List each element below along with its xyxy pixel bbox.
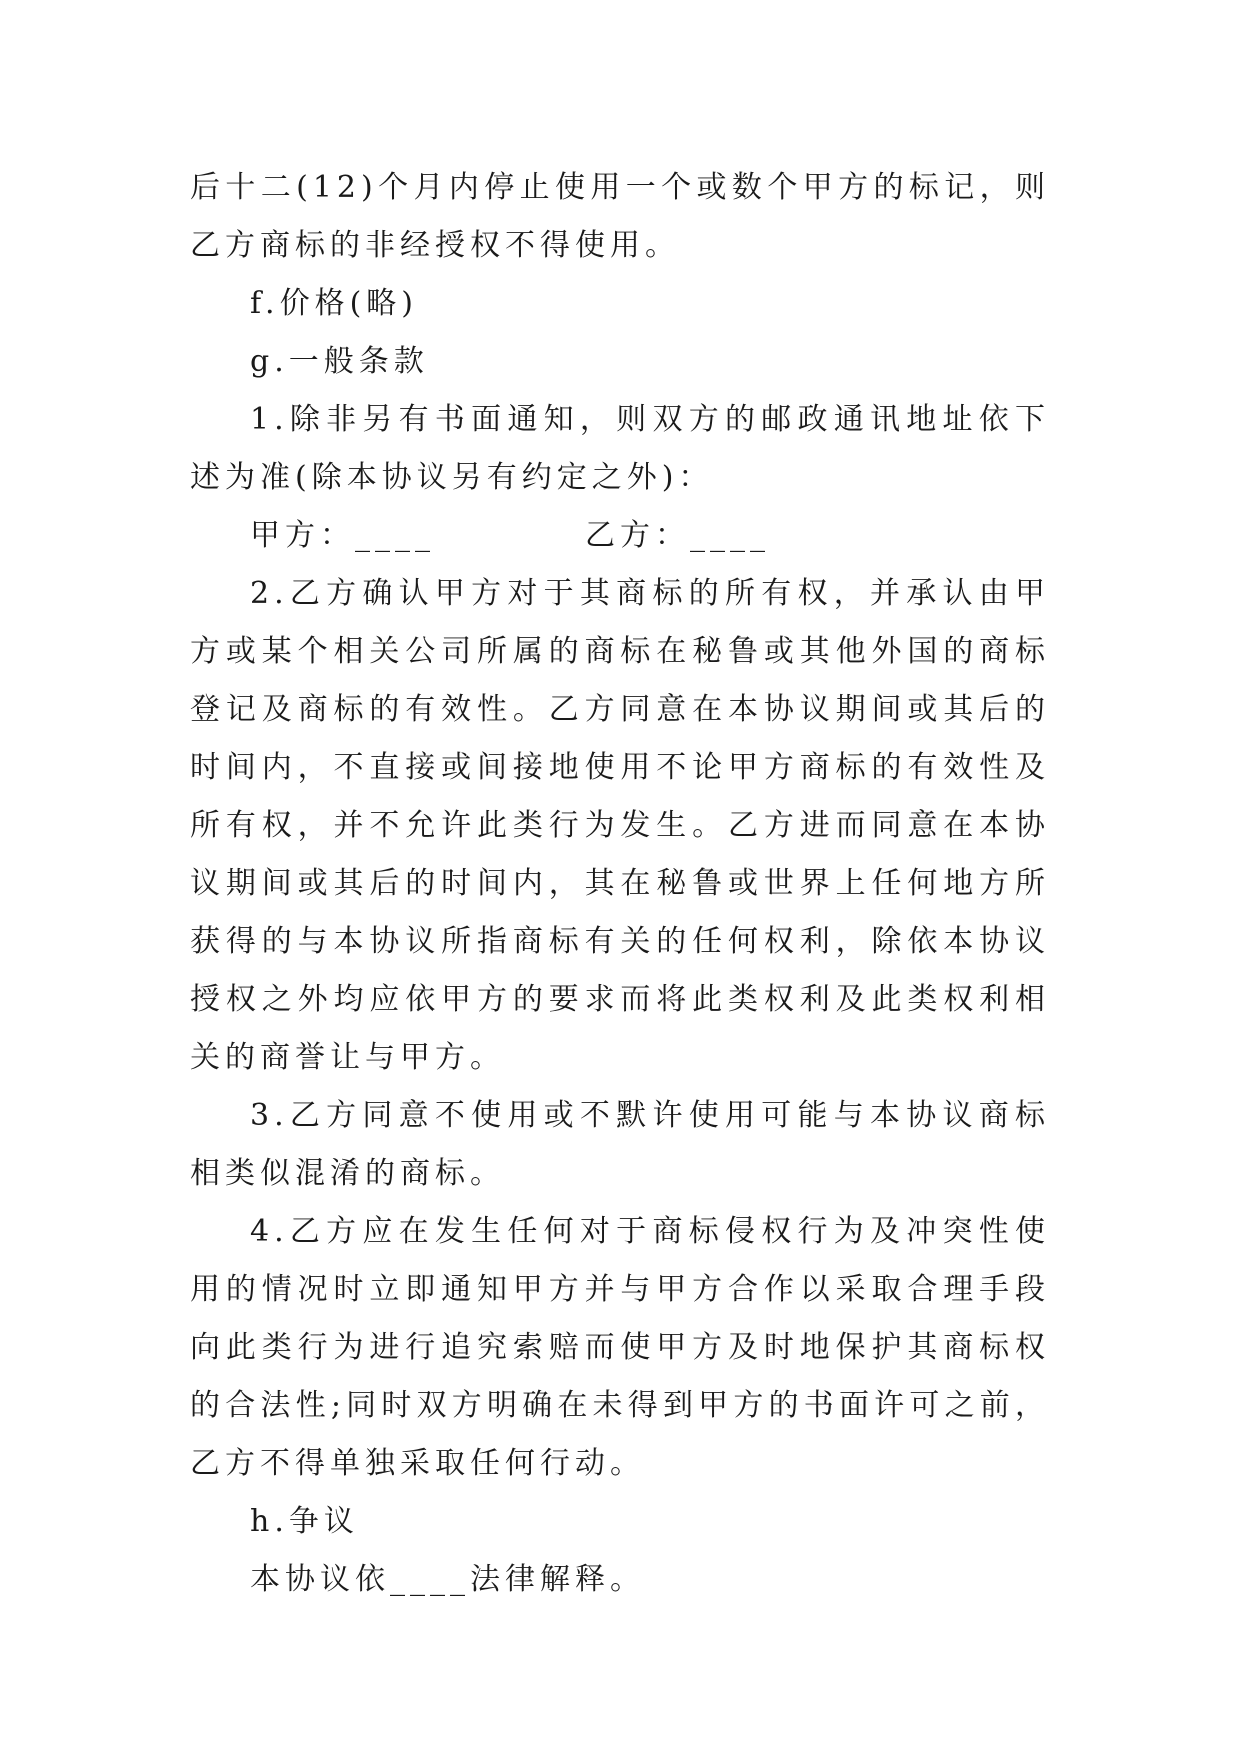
paragraph-trademark-cessation: 后十二(12)个月内停止使用一个或数个甲方的标记，则乙方商标的非经授权不得使用。 (190, 170, 1050, 263)
section-h-dispute: h.争议 (250, 1504, 359, 1539)
section-g-general-terms: g.一般条款 (250, 344, 429, 379)
clause-4-infringement-notice: 4.乙方应在发生任何对于商标侵权行为及冲突性使用的情况时立即通知甲方并与甲方合作以采取合理手段向此类行为进行追究索赔而使甲方及时地保护其商标权的合法性;同时双方明确在未得到甲方的书面许可之前，乙方不得单独采取任何行动。 (190, 1214, 1050, 1481)
clause-3-no-confusing-marks: 3.乙方同意不使用或不默许使用可能与本协议商标相类似混淆的商标。 (190, 1098, 1050, 1191)
party-a-address: 甲方：____ (250, 518, 435, 553)
governing-law: 本协议依____法律解释。 (250, 1562, 645, 1597)
section-f-price: f.价格(略) (250, 286, 418, 321)
party-b-address: 乙方：____ (585, 518, 770, 553)
document-body (190, 159, 1050, 1609)
party-address-row (190, 507, 1050, 565)
clause-1-addresses: 1.除非另有书面通知，则双方的邮政通讯地址依下述为准(除本协议另有约定之外)： (190, 402, 1050, 495)
clause-2-ownership: 2.乙方确认甲方对于其商标的所有权，并承认由甲方或某个相关公司所属的商标在秘鲁或其他外国的商标登记及商标的有效性。乙方同意在本协议期间或其后的时间内，不直接或间接地使用不论甲方商标的有效性及所有权，并不允许此类行为发生。乙方进而同意在本协议期间或其后的时间内，其在秘鲁或世界上任何地方所获得的与本协议所指商标有关的任何权利，除依本协议授权之外均应依甲方的要求而将此类权利及此类权利相关的商誉让与甲方。 (190, 576, 1050, 1075)
